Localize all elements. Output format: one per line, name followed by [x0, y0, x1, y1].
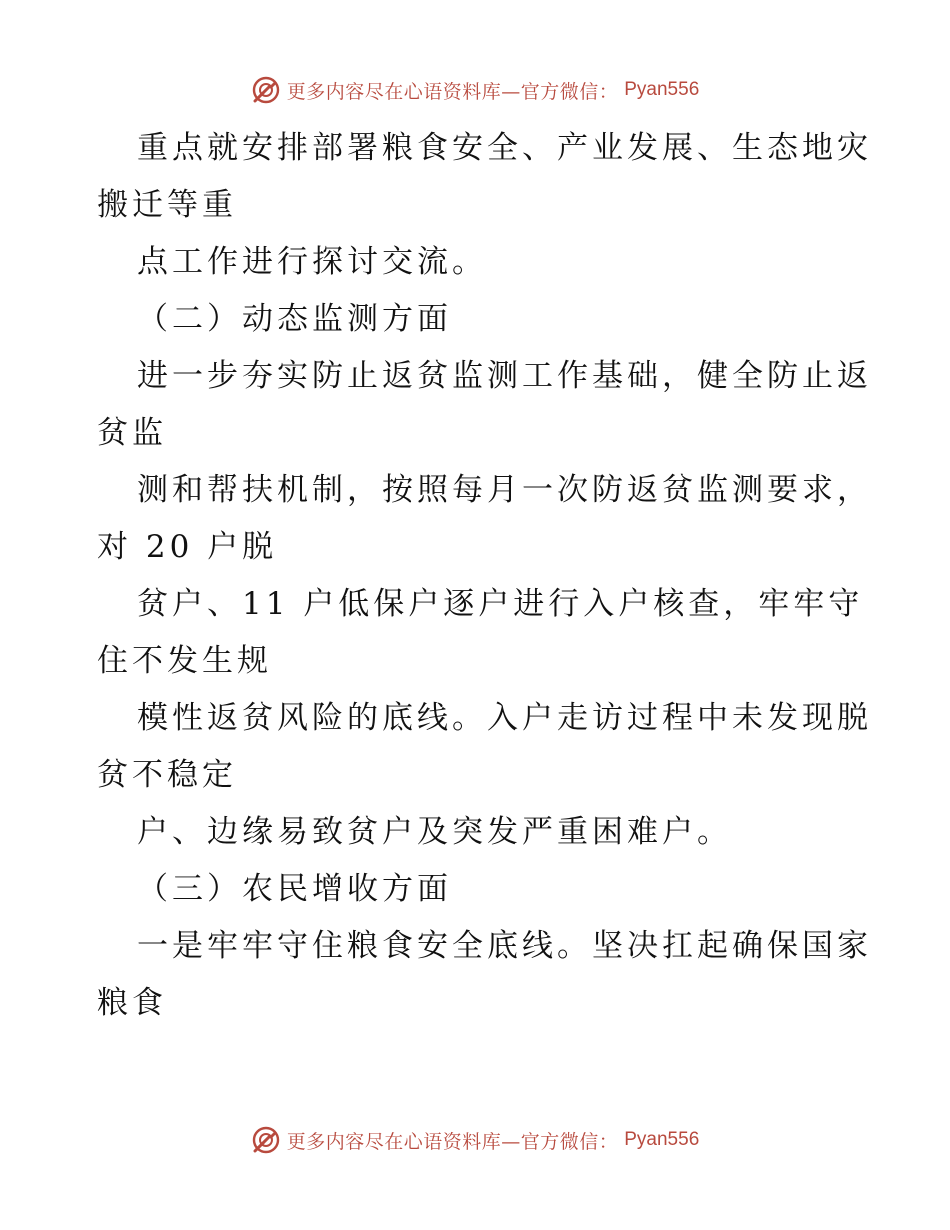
footer-watermark [0, 1122, 950, 1158]
watermark-text: 更多内容尽在心语资料库—官方微信： [286, 80, 619, 103]
text-line: 重点就安排部署粮食安全、产业发展、生态地灾 [137, 130, 872, 166]
document-body [97, 120, 872, 1032]
text-line: 贫户、11 户低保户逐户进行入户核查，牢牢守 [137, 586, 864, 622]
text-line: 对 20 户脱 [97, 529, 278, 565]
header-watermark [0, 72, 950, 108]
text-line: 住不发生规 [97, 643, 272, 679]
text-line: 贫不稳定 [97, 757, 237, 793]
section-heading: （二）动态监测方面 [137, 301, 452, 337]
watermark-wechat-id: Pyan556 [624, 79, 700, 100]
watermark-text: 更多内容尽在心语资料库—官方微信： [286, 1130, 619, 1153]
text-line: 粮食 [97, 985, 167, 1021]
text-line: 测和帮扶机制，按照每月一次防返贫监测要求， [137, 472, 872, 508]
text-line: 一是牢牢守住粮食安全底线。坚决扛起确保国家 [137, 928, 872, 964]
text-line: 贫监 [97, 415, 167, 451]
text-line: 户、边缘易致贫户及突发严重困难户。 [137, 814, 732, 850]
section-heading: （三）农民增收方面 [137, 871, 452, 907]
text-line: 进一步夯实防止返贫监测工作基础，健全防止返 [137, 358, 872, 394]
text-line: 搬迁等重 [97, 187, 237, 223]
watermark-logo-icon [251, 75, 281, 105]
watermark-logo-icon [251, 1125, 281, 1155]
text-line: 模性返贫风险的底线。入户走访过程中未发现脱 [137, 700, 872, 736]
watermark-wechat-id: Pyan556 [624, 1129, 700, 1150]
text-line: 点工作进行探讨交流。 [137, 244, 487, 280]
